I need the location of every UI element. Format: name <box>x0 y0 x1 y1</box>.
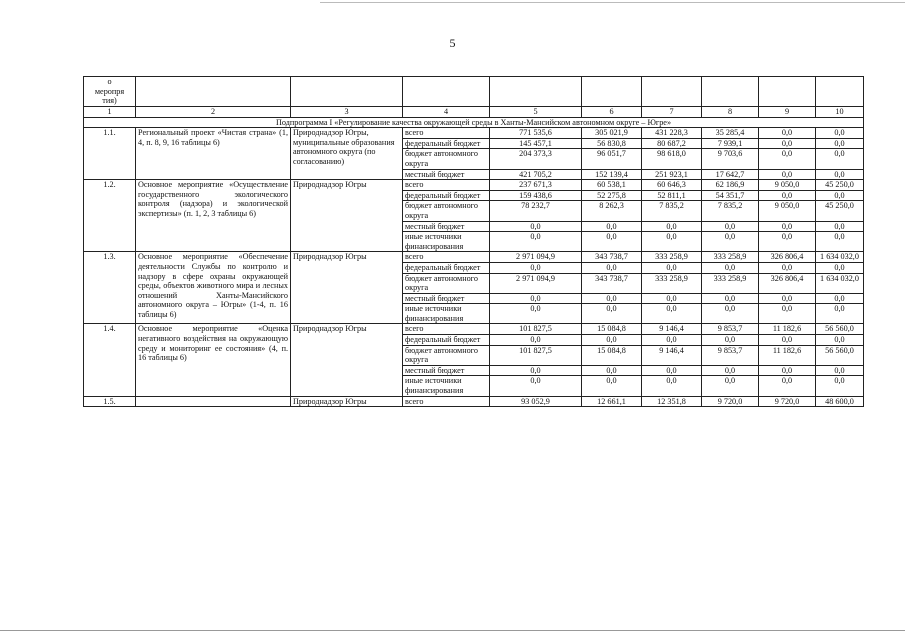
column-number: 7 <box>642 107 702 118</box>
funding-source: федеральный бюджет <box>403 335 490 346</box>
amount-cell: 343 738,7 <box>582 273 642 293</box>
amount-cell: 326 806,4 <box>759 252 816 263</box>
amount-cell: 1 634 032,0 <box>816 273 864 293</box>
amount-cell: 11 182,6 <box>759 324 816 335</box>
table-row <box>84 180 864 191</box>
amount-cell: 0,0 <box>759 190 816 201</box>
amount-cell: 35 285,4 <box>702 128 759 139</box>
item-executor: Природнадзор Югры, муниципальные образования автономного округа (по согласованию) <box>291 128 403 180</box>
item-number: 1.4. <box>84 324 136 396</box>
amount-cell: 15 084,8 <box>582 324 642 335</box>
amount-cell: 0,0 <box>702 365 759 376</box>
amount-cell: 0,0 <box>816 169 864 180</box>
amount-cell: 11 182,6 <box>759 345 816 365</box>
amount-cell: 9 853,7 <box>702 324 759 335</box>
amount-cell: 93 052,9 <box>490 396 582 407</box>
funding-source: иные источники финансирования <box>403 304 490 324</box>
amount-cell: 0,0 <box>759 262 816 273</box>
amount-cell: 0,0 <box>642 232 702 252</box>
scan-edge-bottom <box>0 630 905 631</box>
table-row <box>84 252 864 263</box>
funding-source: иные источники финансирования <box>403 232 490 252</box>
amount-cell: 333 258,9 <box>642 273 702 293</box>
funding-source: федеральный бюджет <box>403 190 490 201</box>
amount-cell: 0,0 <box>816 293 864 304</box>
funding-source: всего <box>403 396 490 407</box>
column-number: 6 <box>582 107 642 118</box>
subprogram-title: Подпрограмма I «Регулирование качества окружающей среды в Ханты-Мансийском автономном округе – Югре» <box>84 117 864 128</box>
column-number: 2 <box>136 107 291 118</box>
amount-cell: 0,0 <box>490 376 582 396</box>
amount-cell: 0,0 <box>490 293 582 304</box>
amount-cell: 0,0 <box>642 376 702 396</box>
amount-cell: 45 250,0 <box>816 180 864 191</box>
amount-cell: 0,0 <box>642 304 702 324</box>
amount-cell: 333 258,9 <box>702 252 759 263</box>
subprogram-row <box>84 117 864 128</box>
amount-cell: 0,0 <box>702 293 759 304</box>
item-name: Основное мероприятие «Обеспечение деятельности Службы по контролю и надзору в сфере охраны окружающей среды, объектов животного мира и лесных отношений Ханты-Мансийского автономного округа – Югры» (1-4, п. 16 таблицы 6) <box>136 252 291 324</box>
amount-cell: 101 827,5 <box>490 324 582 335</box>
amount-cell: 9 853,7 <box>702 345 759 365</box>
amount-cell: 0,0 <box>816 365 864 376</box>
amount-cell: 0,0 <box>759 149 816 169</box>
amount-cell: 62 186,9 <box>702 180 759 191</box>
amount-cell: 343 738,7 <box>582 252 642 263</box>
amount-cell: 8 262,3 <box>582 201 642 221</box>
amount-cell: 333 258,9 <box>642 252 702 263</box>
amount-cell: 0,0 <box>642 221 702 232</box>
funding-source: иные источники финансирования <box>403 376 490 396</box>
item-executor: Природнадзор Югры <box>291 252 403 324</box>
amount-cell: 48 600,0 <box>816 396 864 407</box>
amount-cell: 9 050,0 <box>759 180 816 191</box>
amount-cell: 9 720,0 <box>759 396 816 407</box>
amount-cell: 0,0 <box>759 232 816 252</box>
funding-source: местный бюджет <box>403 365 490 376</box>
amount-cell: 0,0 <box>816 221 864 232</box>
amount-cell: 0,0 <box>816 128 864 139</box>
table-row <box>84 128 864 139</box>
amount-cell: 333 258,9 <box>702 273 759 293</box>
amount-cell: 0,0 <box>816 376 864 396</box>
amount-cell: 204 373,3 <box>490 149 582 169</box>
amount-cell: 9 703,6 <box>702 149 759 169</box>
amount-cell: 145 457,1 <box>490 138 582 149</box>
amount-cell: 0,0 <box>759 221 816 232</box>
funding-source: местный бюджет <box>403 293 490 304</box>
amount-cell: 0,0 <box>642 262 702 273</box>
funding-source: федеральный бюджет <box>403 262 490 273</box>
table-row <box>84 324 864 335</box>
amount-cell: 237 671,3 <box>490 180 582 191</box>
amount-cell: 0,0 <box>759 169 816 180</box>
amount-cell: 0,0 <box>642 335 702 346</box>
amount-cell: 0,0 <box>759 365 816 376</box>
amount-cell: 251 923,1 <box>642 169 702 180</box>
amount-cell: 0,0 <box>582 365 642 376</box>
amount-cell: 0,0 <box>490 221 582 232</box>
funding-source: всего <box>403 128 490 139</box>
amount-cell: 159 438,6 <box>490 190 582 201</box>
amount-cell: 0,0 <box>582 262 642 273</box>
amount-cell: 101 827,5 <box>490 345 582 365</box>
amount-cell: 52 275,8 <box>582 190 642 201</box>
column-number: 4 <box>403 107 490 118</box>
amount-cell: 0,0 <box>582 221 642 232</box>
amount-cell: 0,0 <box>759 293 816 304</box>
amount-cell: 7 939,1 <box>702 138 759 149</box>
funding-source: местный бюджет <box>403 169 490 180</box>
amount-cell: 0,0 <box>582 232 642 252</box>
amount-cell: 60 646,3 <box>642 180 702 191</box>
funding-source: бюджет автономного округа <box>403 201 490 221</box>
amount-cell: 96 051,7 <box>582 149 642 169</box>
amount-cell: 0,0 <box>490 335 582 346</box>
amount-cell: 80 687,2 <box>642 138 702 149</box>
amount-cell: 0,0 <box>702 376 759 396</box>
amount-cell: 152 139,4 <box>582 169 642 180</box>
amount-cell: 0,0 <box>490 232 582 252</box>
column-number: 9 <box>759 107 816 118</box>
header-row <box>84 77 864 107</box>
amount-cell: 2 971 094,9 <box>490 273 582 293</box>
amount-cell: 421 705,2 <box>490 169 582 180</box>
funding-source: федеральный бюджет <box>403 138 490 149</box>
funding-source: всего <box>403 180 490 191</box>
amount-cell: 9 146,4 <box>642 345 702 365</box>
amount-cell: 0,0 <box>582 335 642 346</box>
amount-cell: 0,0 <box>582 293 642 304</box>
amount-cell: 0,0 <box>759 335 816 346</box>
amount-cell: 78 232,7 <box>490 201 582 221</box>
amount-cell: 0,0 <box>816 262 864 273</box>
amount-cell: 7 835,2 <box>702 201 759 221</box>
amount-cell: 54 351,7 <box>702 190 759 201</box>
item-name <box>136 396 291 407</box>
funding-source: всего <box>403 252 490 263</box>
amount-cell: 0,0 <box>642 365 702 376</box>
program-table <box>83 76 864 407</box>
funding-source: всего <box>403 324 490 335</box>
amount-cell: 7 835,2 <box>642 201 702 221</box>
column-number-row <box>84 107 864 118</box>
header-col1-label: о меропря тия) <box>84 77 136 107</box>
amount-cell: 17 642,7 <box>702 169 759 180</box>
page-number: 5 <box>449 36 456 50</box>
column-number: 8 <box>702 107 759 118</box>
amount-cell: 9 720,0 <box>702 396 759 407</box>
item-name: Основное мероприятие «Оценка негативного воздействия на окружающую среду и мониторинг ее состояния» (4, п. 16 таблицы 6) <box>136 324 291 396</box>
amount-cell: 0,0 <box>759 138 816 149</box>
item-number: 1.3. <box>84 252 136 324</box>
amount-cell: 0,0 <box>490 365 582 376</box>
amount-cell: 2 971 094,9 <box>490 252 582 263</box>
table-row <box>84 396 864 407</box>
column-number: 3 <box>291 107 403 118</box>
amount-cell: 0,0 <box>702 262 759 273</box>
scan-edge-top <box>320 2 905 3</box>
column-number: 5 <box>490 107 582 118</box>
funding-source: местный бюджет <box>403 221 490 232</box>
amount-cell: 0,0 <box>759 376 816 396</box>
amount-cell: 56 560,0 <box>816 324 864 335</box>
amount-cell: 0,0 <box>642 293 702 304</box>
amount-cell: 0,0 <box>816 304 864 324</box>
column-number: 1 <box>84 107 136 118</box>
amount-cell: 0,0 <box>816 149 864 169</box>
amount-cell: 52 811,1 <box>642 190 702 201</box>
item-number: 1.2. <box>84 180 136 252</box>
amount-cell: 431 228,3 <box>642 128 702 139</box>
amount-cell: 305 021,9 <box>582 128 642 139</box>
amount-cell: 15 084,8 <box>582 345 642 365</box>
amount-cell: 0,0 <box>490 304 582 324</box>
amount-cell: 326 806,4 <box>759 273 816 293</box>
amount-cell: 45 250,0 <box>816 201 864 221</box>
amount-cell: 0,0 <box>759 128 816 139</box>
amount-cell: 0,0 <box>816 232 864 252</box>
amount-cell: 0,0 <box>816 335 864 346</box>
amount-cell: 12 351,8 <box>642 396 702 407</box>
funding-source: бюджет автономного округа <box>403 345 490 365</box>
amount-cell: 0,0 <box>702 221 759 232</box>
amount-cell: 0,0 <box>816 138 864 149</box>
item-executor: Природнадзор Югры <box>291 396 403 407</box>
amount-cell: 12 661,1 <box>582 396 642 407</box>
item-executor: Природнадзор Югры <box>291 180 403 252</box>
item-name: Основное мероприятие «Осуществление государственного экологического контроля (надзора) и экологической экспертизы» (п. 1, 2, 3 таблицы 6) <box>136 180 291 252</box>
amount-cell: 9 146,4 <box>642 324 702 335</box>
amount-cell: 0,0 <box>702 335 759 346</box>
column-number: 10 <box>816 107 864 118</box>
amount-cell: 0,0 <box>582 304 642 324</box>
amount-cell: 1 634 032,0 <box>816 252 864 263</box>
item-name: Региональный проект «Чистая страна» (1, 4, п. 8, 9, 16 таблицы 6) <box>136 128 291 180</box>
funding-source: бюджет автономного округа <box>403 149 490 169</box>
amount-cell: 60 538,1 <box>582 180 642 191</box>
amount-cell: 9 050,0 <box>759 201 816 221</box>
amount-cell: 98 618,0 <box>642 149 702 169</box>
item-number: 1.5. <box>84 396 136 407</box>
amount-cell: 0,0 <box>816 190 864 201</box>
amount-cell: 0,0 <box>759 304 816 324</box>
amount-cell: 0,0 <box>702 304 759 324</box>
item-executor: Природнадзор Югры <box>291 324 403 396</box>
amount-cell: 56 830,8 <box>582 138 642 149</box>
amount-cell: 771 535,6 <box>490 128 582 139</box>
amount-cell: 0,0 <box>702 232 759 252</box>
amount-cell: 0,0 <box>490 262 582 273</box>
amount-cell: 56 560,0 <box>816 345 864 365</box>
item-number: 1.1. <box>84 128 136 180</box>
amount-cell: 0,0 <box>582 376 642 396</box>
funding-source: бюджет автономного округа <box>403 273 490 293</box>
